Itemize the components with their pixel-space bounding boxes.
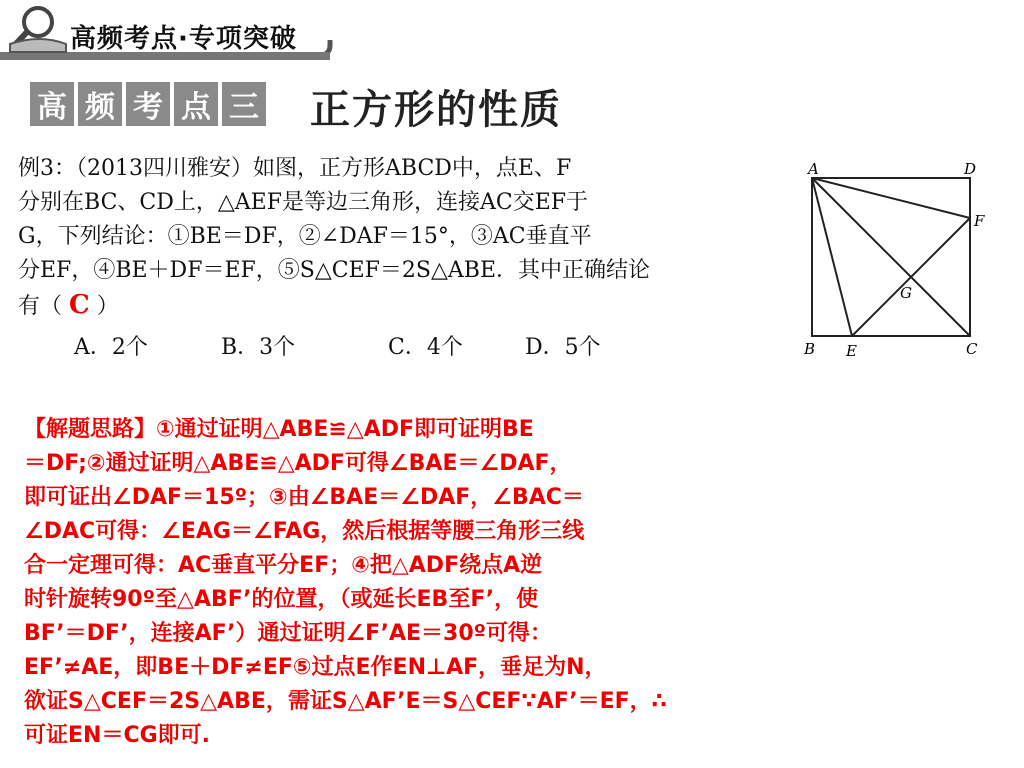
analysis-line: 合一定理可得：AC垂直平分EF；④把△ADF绕点A逆 — [24, 553, 543, 578]
book-icon — [10, 39, 66, 52]
section-tags — [30, 80, 270, 128]
problem-line: 例3：（2013四川雅安）如图，正方形ABCD中，点E、F — [18, 156, 572, 181]
analysis-line: 时针旋转90º至△ABF’的位置，（或延长EB至F’，使 — [24, 587, 539, 612]
section-tag: 频 — [78, 82, 122, 126]
header-title: 高频考点·专项突破 — [70, 24, 297, 54]
analysis-line: ∠DAC可得：∠EAG＝∠FAG，然后根据等腰三角形三线 — [24, 519, 585, 544]
magnifier-icon — [24, 8, 52, 36]
label-c: C — [966, 340, 978, 358]
section-title: 正方形的性质 — [310, 86, 562, 133]
segment-af — [812, 178, 970, 218]
label-f: F — [974, 212, 985, 230]
answer-value: C — [69, 290, 90, 320]
analysis-line: BF’＝DF’，连接AF’）通过证明∠F’AE＝30º可得： — [24, 621, 553, 646]
analysis-line: EF’≠AE，即BE＋DF≠EF⑤过点E作EN⊥AF，垂足为N， — [24, 655, 607, 680]
analysis-line: 可证EN＝CG即可. — [24, 723, 211, 748]
problem-text — [18, 152, 758, 324]
answer-prefix: 有（ — [18, 294, 63, 319]
section-tag: 高 — [30, 82, 74, 126]
segment-ae — [812, 178, 852, 336]
analysis-line: 【解题思路】①通过证明△ABE≌△ADF即可证明BE — [24, 417, 534, 442]
header-banner — [0, 0, 340, 62]
problem-line: G，下列结论：①BE＝DF，②∠DAF＝15°，③AC垂直平 — [18, 224, 592, 249]
problem-line-answer — [18, 288, 758, 324]
option-b: B．3个 — [221, 335, 296, 360]
label-e: E — [846, 342, 857, 360]
option-a: A．2个 — [74, 335, 148, 360]
section-tag: 考 — [126, 82, 170, 126]
label-d: D — [964, 160, 977, 178]
analysis-line: 欲证S△CEF＝2S△ABE，需证S△AF’E＝S△CEF∵AF’＝EF，∴ — [24, 689, 667, 714]
section-tag: 三 — [222, 82, 266, 126]
section-tag: 点 — [174, 82, 218, 126]
analysis-line: ＝DF;②通过证明△ABE≌△ADF可得∠BAE＝∠DAF， — [24, 451, 572, 476]
solution-analysis — [24, 413, 724, 753]
option-d: D．5个 — [525, 335, 601, 360]
label-a: A — [808, 160, 819, 178]
problem-line: 分别在BC、CD上，△AEF是等边三角形，连接AC交EF于 — [18, 190, 589, 215]
answer-suffix: ） — [96, 294, 119, 319]
analysis-line: 即可证出∠DAF＝15º；③由∠BAE＝∠DAF，∠BAC＝ — [24, 485, 584, 510]
options-row — [74, 330, 601, 361]
label-g: G — [900, 284, 912, 302]
geometry-figure — [790, 150, 1000, 369]
label-b: B — [804, 340, 816, 358]
segment-ac — [812, 178, 970, 336]
square-diagram — [790, 150, 1000, 365]
problem-line: 分EF，④BE＋DF＝EF，⑤S△CEF＝2S△ABE．其中正确结论 — [18, 258, 651, 283]
option-c: C．4个 — [388, 335, 463, 360]
